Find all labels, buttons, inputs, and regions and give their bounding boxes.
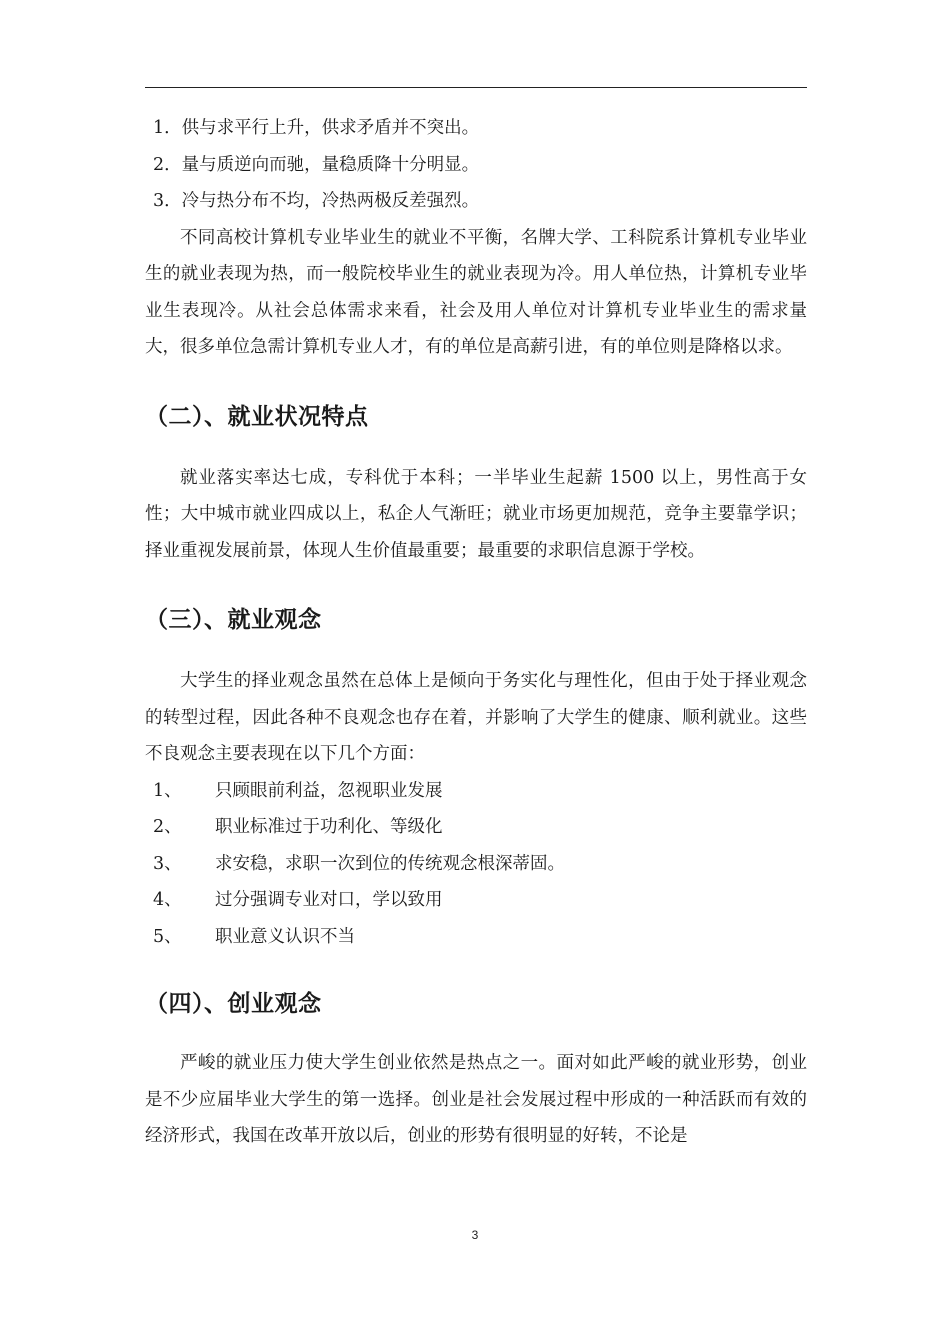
page-number: 3: [471, 1228, 479, 1242]
employment-concepts-paragraph: 大学生的择业观念虽然在总体上是倾向于务实化与理性化，但由于处于择业观念的转型过程，因此各种不良观念也存在着，并影响了大学生的健康、顺利就业。这些不良观念主要表现在以下几个方面：: [145, 671, 807, 764]
section-heading-employment-features: （二）、就业状况特点: [145, 403, 369, 430]
list-item: [145, 773, 807, 810]
section-heading-entrepreneurship-concepts: （四）、创业观念: [145, 991, 322, 1017]
intro-paragraph: 不同高校计算机专业毕业生的就业不平衡，名牌大学、工科院系计算机专业毕业生的就业表现为热，而一般院校毕业生的就业表现为冷。用人单位热，计算机专业毕业生表现冷。从社会总体需求来看，社会及用人单位对计算机专业毕业生的需求量大，很多单位急需计算机专业人才，有的单位是高薪引进，有的单位则是降格以求。: [145, 227, 807, 357]
numbered-point: 3．冷与热分布不均，冷热两极反差强烈。: [153, 191, 480, 211]
header-rule: [145, 87, 807, 88]
list-item: [145, 809, 807, 846]
list-item-text: 过分强调专业对口，学以致用: [215, 890, 443, 910]
list-item-number: 4、: [153, 890, 182, 910]
list-item-text: 职业标准过于功利化、等级化: [215, 817, 443, 837]
page-content: [145, 110, 807, 1155]
list-item-text: 职业意义认识不当: [215, 926, 355, 947]
list-item-number: 5、: [153, 926, 182, 947]
employment-features-paragraph: 就业落实率达七成，专科优于本科；一半毕业生起薪 1500 以上，男性高于女性；大中城市就业四成以上，私企人气渐旺；就业市场更加规范，竞争主要靠学识；择业重视发展前景，体现人生价值最重要；最重要的求职信息源于学校。: [145, 467, 807, 561]
entrepreneurship-paragraph: 严峻的就业压力使大学生创业依然是热点之一。面对如此严峻的就业形势，创业是不少应届毕业大学生的第一选择。创业是社会发展过程中形成的一种活跃而有效的经济形式，我国在改革开放以后，创业的形势有很明显的好转，不论是: [145, 1053, 807, 1146]
numbered-point: 2．量与质逆向而驰，量稳质降十分明显。: [153, 154, 480, 175]
list-item-number: 2、: [153, 817, 182, 837]
list-item-number: 3、: [153, 853, 182, 874]
list-item-text: 只顾眼前利益，忽视职业发展: [215, 780, 443, 801]
list-item-text: 求安稳，求职一次到位的传统观念根深蒂固。: [215, 853, 565, 874]
list-item: [145, 919, 807, 956]
list-item: [145, 882, 807, 919]
list-item-number: 1、: [153, 780, 182, 801]
numbered-point: 1．供与求平行上升，供求矛盾并不突出。: [153, 118, 480, 138]
section-heading-employment-concepts: （三）、就业观念: [145, 607, 322, 633]
list-item: [145, 846, 807, 883]
